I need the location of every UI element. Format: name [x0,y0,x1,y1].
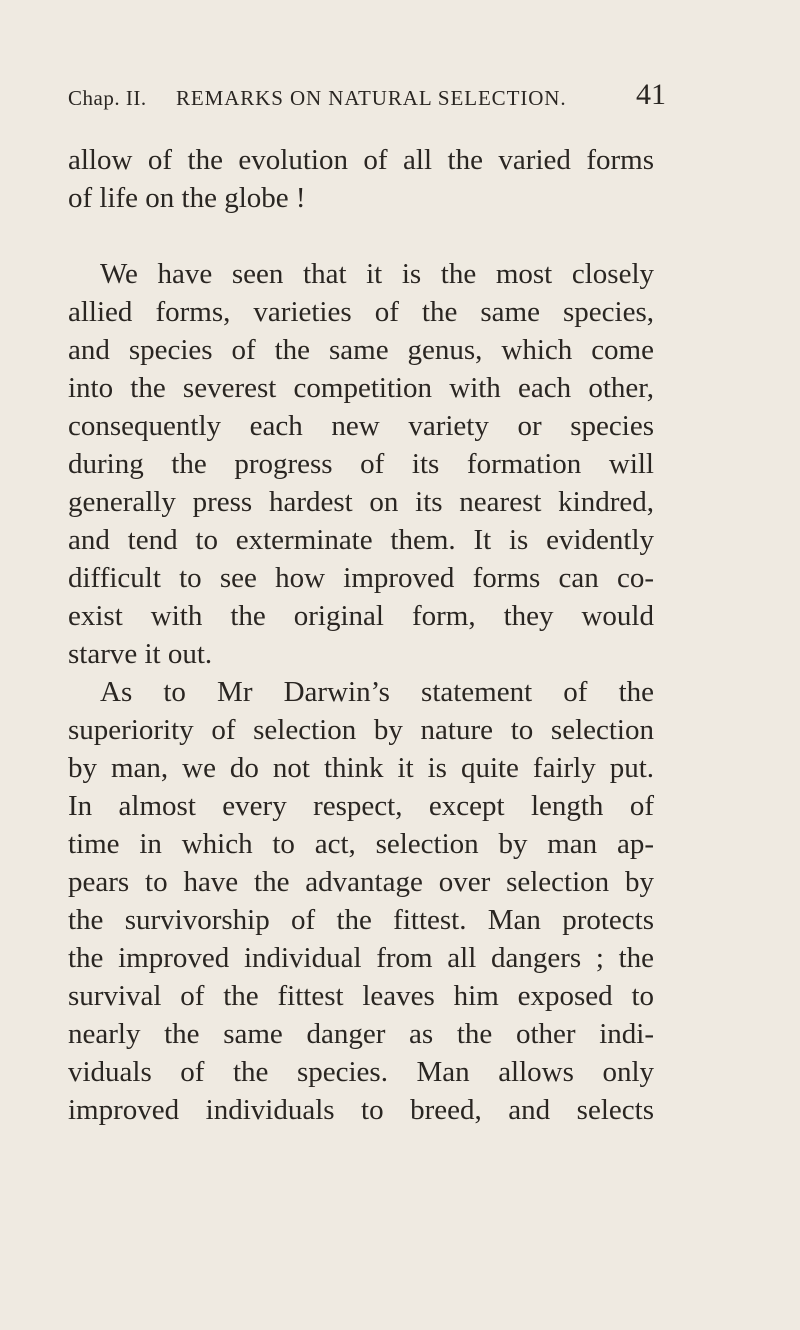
text-line: difficult to see how improved forms can co- [68,562,654,594]
text-line: pears to have the advantage over selection by [68,866,654,898]
text-line: the survivorship of the fittest. Man protects [68,904,654,936]
text-line: and species of the same genus, which come [68,334,654,366]
text-line: nearly the same danger as the other indi- [68,1018,654,1050]
text-line: exist with the original form, they would [68,600,654,632]
text-line: As to Mr Darwin’s statement of the [100,676,654,708]
chapter-label: Chap. II. [68,86,147,110]
text-line: and tend to exterminate them. It is evidently [68,524,654,556]
text-line: during the progress of its formation will [68,448,654,480]
text-line: We have seen that it is the most closely [100,258,654,290]
text-line: consequently each new variety or species [68,410,654,442]
text-line: In almost every respect, except length of [68,790,654,822]
text-line: viduals of the species. Man allows only [68,1056,654,1088]
text-line: survival of the fittest leaves him exposed to [68,980,654,1012]
text-line: superiority of selection by nature to selection [68,714,654,746]
text-line: starve it out. [68,638,213,670]
text-line: time in which to act, selection by man ap- [68,828,654,860]
text-line: by man, we do not think it is quite fairly put. [68,752,654,784]
running-head [68,78,668,116]
text-line: generally press hardest on its nearest kindred, [68,486,654,518]
page-number: 41 [636,78,666,111]
text-line: into the severest competition with each other, [68,372,654,404]
text-line: allow of the evolution of all the varied forms [68,144,654,176]
text-line: allied forms, varieties of the same species, [68,296,654,328]
text-line: the improved individual from all dangers ; the [68,942,654,974]
text-line: of life on the globe ! [68,182,306,214]
text-line: improved individuals to breed, and selects [68,1094,654,1126]
running-title: REMARKS ON NATURAL SELECTION. [176,86,567,110]
